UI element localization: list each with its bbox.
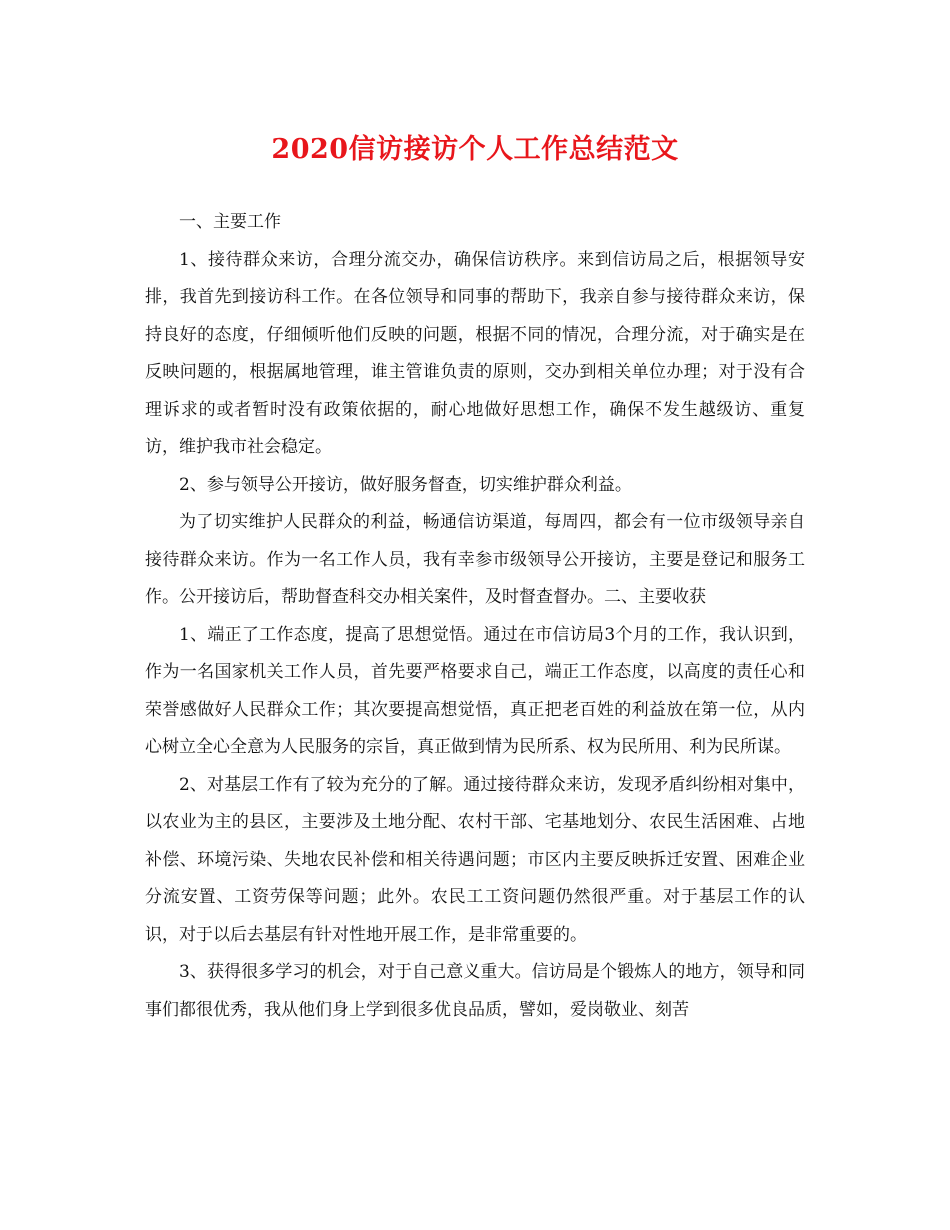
section-heading-main-work: 一、主要工作	[179, 212, 281, 232]
document-body	[145, 204, 805, 1029]
paragraph-public-reception-heading: 2、参与领导公开接访，做好服务督查，切实维护群众利益。	[179, 474, 632, 495]
document-title: 2020信访接访个人工作总结范文	[271, 134, 679, 165]
paragraph-reception: 1、接待群众来访，合理分流交办，确保信访秩序。来到信访局之后，根据领导安排，我首先到接访科工作。在各位领导和同事的帮助下，我亲自参与接待群众来访，保持良好的态度，仔细倾听他们反映的问题，根据不同的情况，合理分流，对于确实是在反映问题的，根据属地管理，谁主管谁负责的原则，交办到相关单位办理；对于没有合理诉求的或者暂时没有政策依据的，耐心地做好思想工作，确保不发生越级访、重复访，维护我市社会稳定。	[145, 249, 805, 457]
paragraph-attitude: 1、端正了工作态度，提高了思想觉悟。通过在市信访局3个月的工作，我认识到，作为一名国家机关工作人员，首先要严格要求自己，端正工作态度，以高度的责任心和荣誉感做好人民群众工作；其次要提高想觉悟，真正把老百姓的利益放在第一位，从内心树立全心全意为人民服务的宗旨，真正做到情为民所系、权为民所用、利为民所谋。	[145, 624, 805, 757]
paragraph-grassroots: 2、对基层工作有了较为充分的了解。通过接待群众来访，发现矛盾纠纷相对集中，以农业为主的县区，主要涉及土地分配、农村干部、宅基地划分、农民生活困难、占地补偿、环境污染、失地农民补偿和相关待遇问题；市区内主要反映拆迁安置、困难企业分流安置、工资劳保等问题；此外。农民工工资问题仍然很严重。对于基层工作的认识，对于以后去基层有针对性地开展工作，是非常重要的。	[145, 774, 805, 945]
paragraph-public-reception: 为了切实维护人民群众的利益，畅通信访渠道，每周四，都会有一位市级领导亲自接待群众来访。作为一名工作人员，我有幸参市级领导公开接访，主要是登记和服务工作。公开接访后，帮助督查科交办相关案件，及时督查督办。二、主要收获	[145, 512, 805, 607]
paragraph-learning: 3、获得很多学习的机会，对于自己意义重大。信访局是个锻炼人的地方，领导和同事们都很优秀，我从他们身上学到很多优良品质，譬如，爱岗敬业、刻苦	[145, 962, 805, 1020]
